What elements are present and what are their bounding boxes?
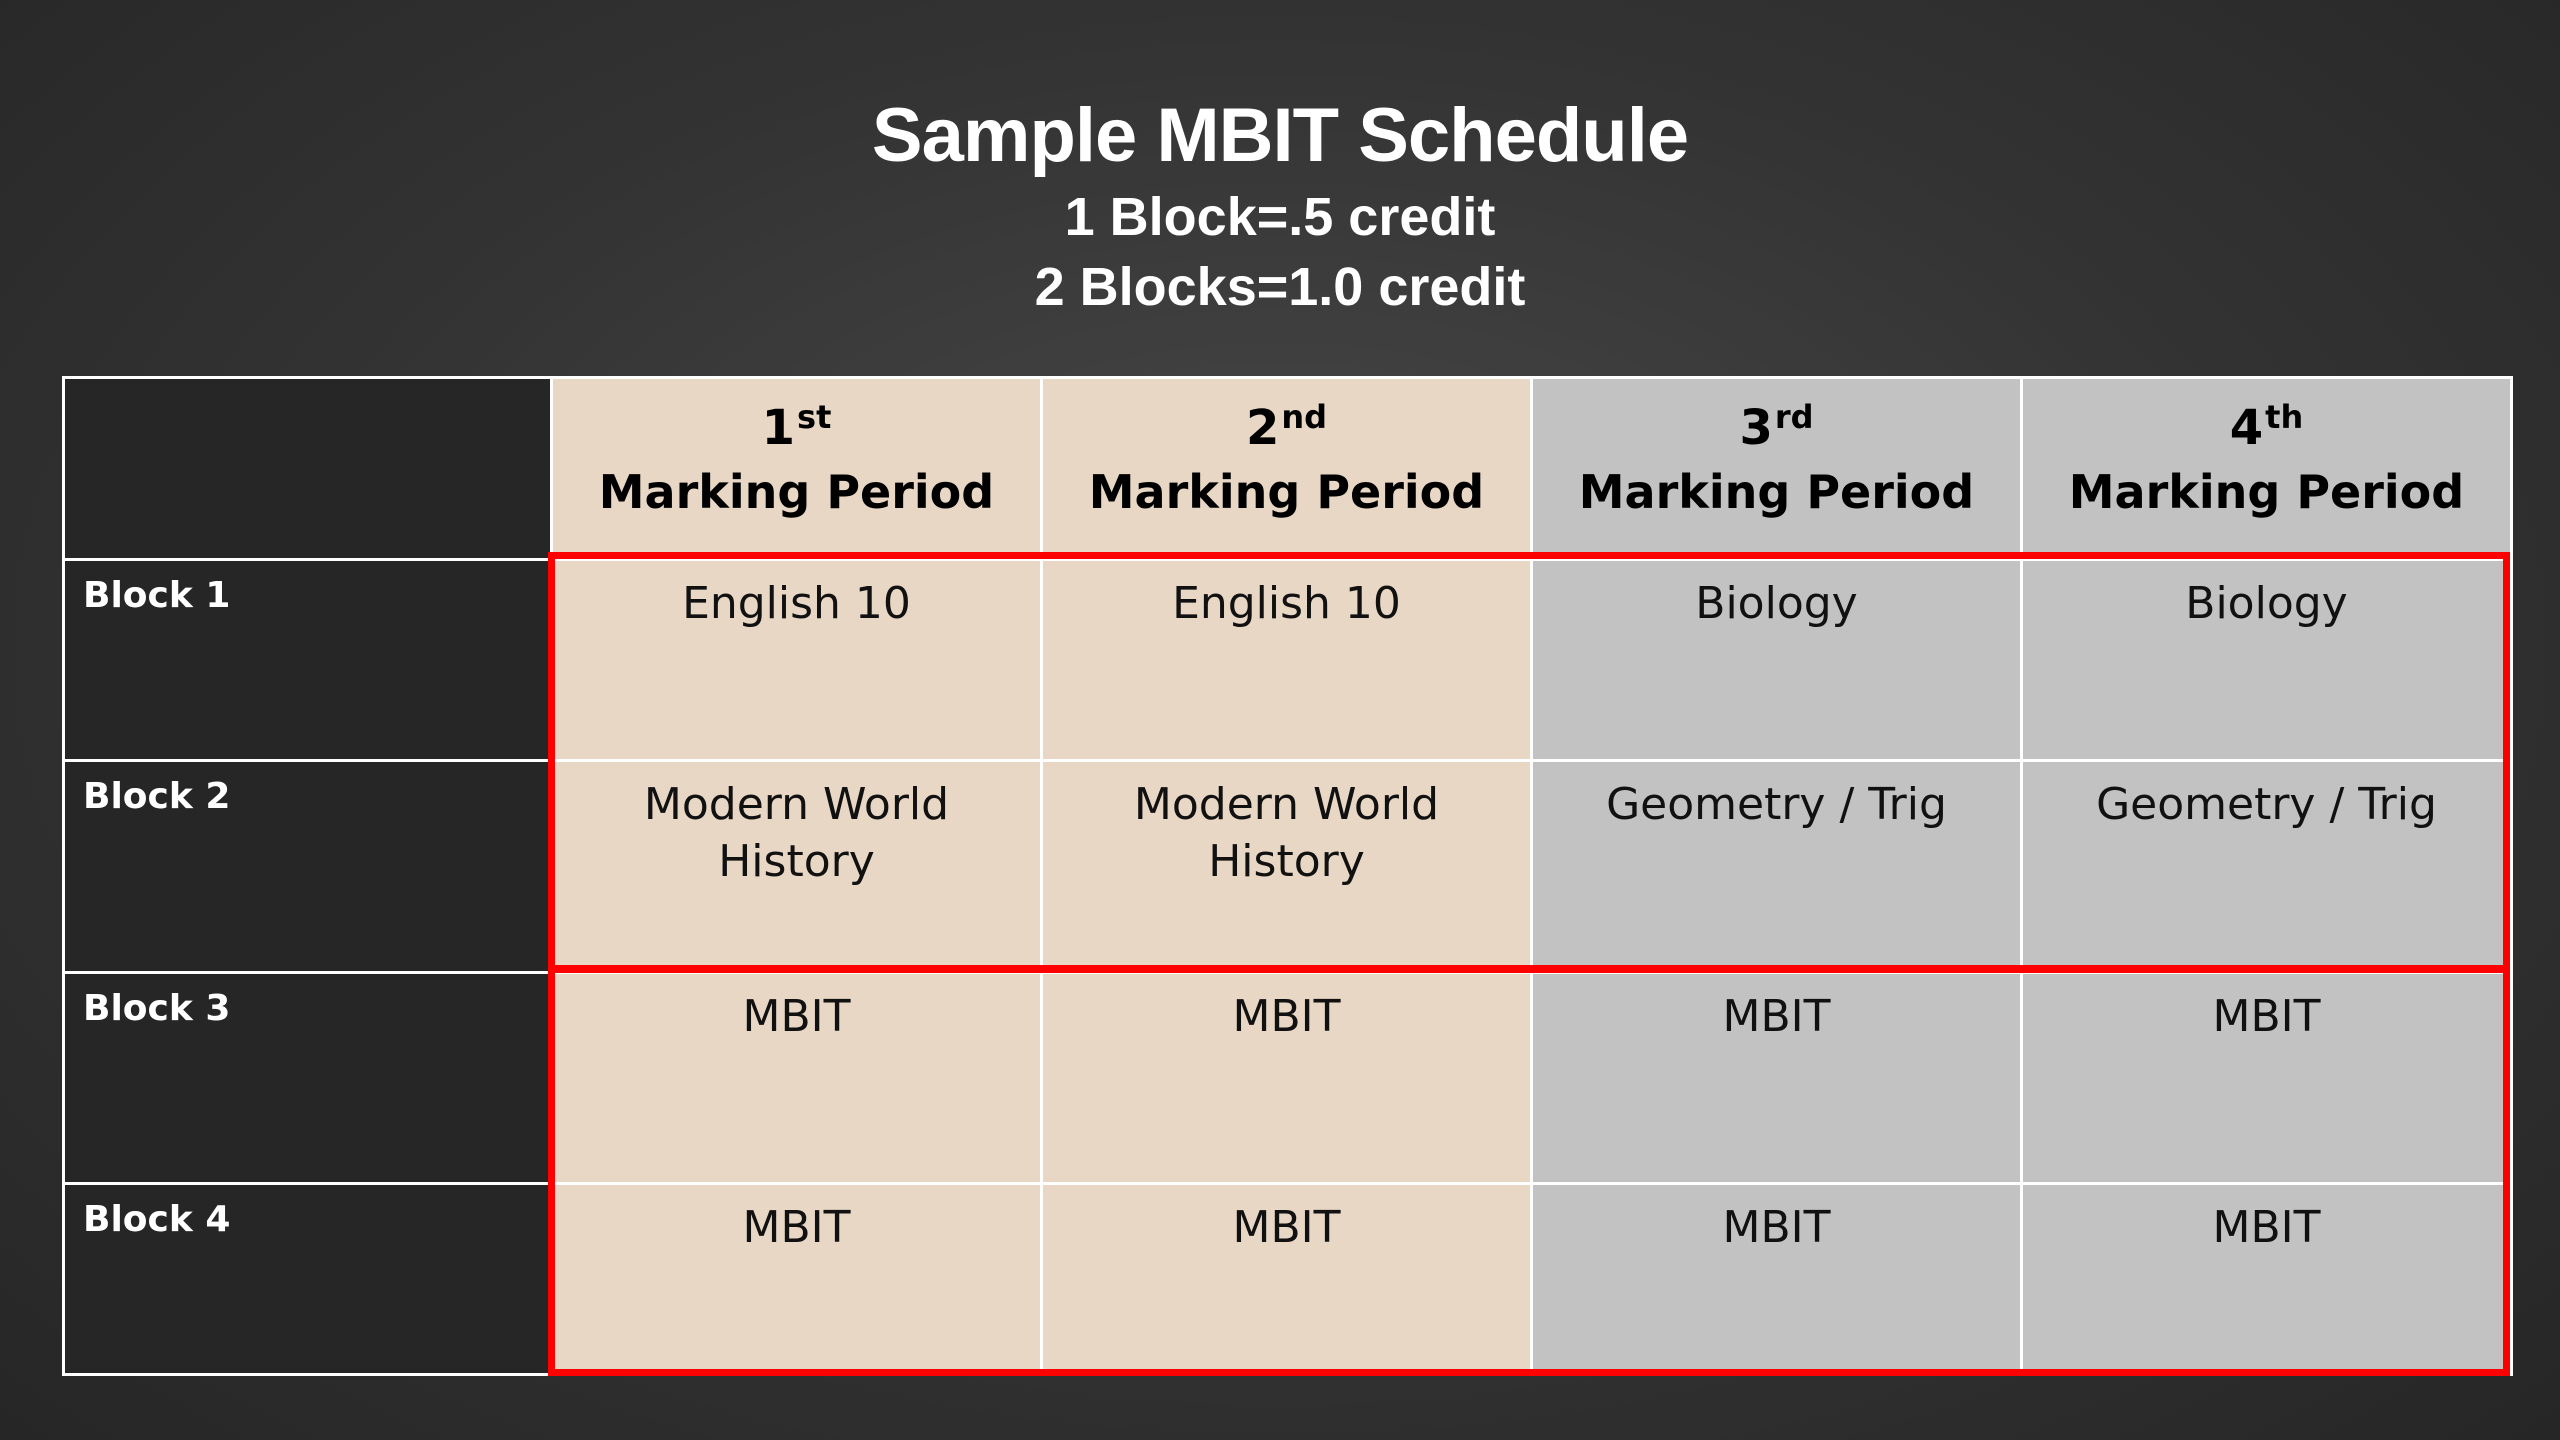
course-cell-line-1: Modern World <box>1133 779 1440 831</box>
course-cell-line-2: History <box>718 836 875 888</box>
period-label-1: Marking Period <box>598 465 995 519</box>
period-number-1: 1st <box>761 398 832 456</box>
period-label-2: Marking Period <box>1088 465 1485 519</box>
period-header-1 <box>552 378 1042 560</box>
header-row <box>64 378 2512 560</box>
table-row-block-3 <box>64 972 2512 1183</box>
course-cell: English 10 <box>552 560 1042 761</box>
course-cell: MBIT <box>2022 1183 2512 1374</box>
slide-subtitle-line-2: 2 Blocks=1.0 credit <box>1034 257 1526 317</box>
course-cell: English 10 <box>1042 560 1532 761</box>
schedule-table <box>62 376 2513 1376</box>
course-cell: MBIT <box>552 1183 1042 1374</box>
course-cell: Biology <box>2022 560 2512 761</box>
period-header-4 <box>2022 378 2512 560</box>
course-cell <box>1042 761 1532 972</box>
slide-subtitle-line-1: 1 Block=.5 credit <box>1064 187 1496 247</box>
course-cell: MBIT <box>552 972 1042 1183</box>
slide-header <box>0 90 2560 322</box>
period-number-3: 3rd <box>1739 398 1814 456</box>
period-label-4: Marking Period <box>2068 465 2465 519</box>
period-header-2 <box>1042 378 1532 560</box>
course-cell: MBIT <box>1532 972 2022 1183</box>
course-cell: Geometry / Trig <box>2022 761 2512 972</box>
course-cell: Geometry / Trig <box>1532 761 2022 972</box>
course-cell-line-1: Modern World <box>643 779 950 831</box>
course-cell: MBIT <box>1042 972 1532 1183</box>
block-label-1: Block 1 <box>64 560 552 761</box>
period-number-2: 2nd <box>1245 398 1328 456</box>
table-row-block-4 <box>64 1183 2512 1374</box>
period-label-3: Marking Period <box>1578 465 1975 519</box>
course-cell: Biology <box>1532 560 2022 761</box>
period-header-3 <box>1532 378 2022 560</box>
course-cell <box>552 761 1042 972</box>
course-cell: MBIT <box>1532 1183 2022 1374</box>
table-row-block-1 <box>64 560 2512 761</box>
block-label-4: Block 4 <box>64 1183 552 1374</box>
corner-cell <box>64 378 552 560</box>
block-label-3: Block 3 <box>64 972 552 1183</box>
course-cell: MBIT <box>1042 1183 1532 1374</box>
course-cell: MBIT <box>2022 972 2512 1183</box>
period-number-4: 4th <box>2229 398 2304 456</box>
slide-title: Sample MBIT Schedule <box>871 93 1689 178</box>
course-cell-line-2: History <box>1208 836 1365 888</box>
table-row-block-2 <box>64 761 2512 972</box>
schedule-table-wrapper <box>62 376 2510 1376</box>
block-label-2: Block 2 <box>64 761 552 972</box>
